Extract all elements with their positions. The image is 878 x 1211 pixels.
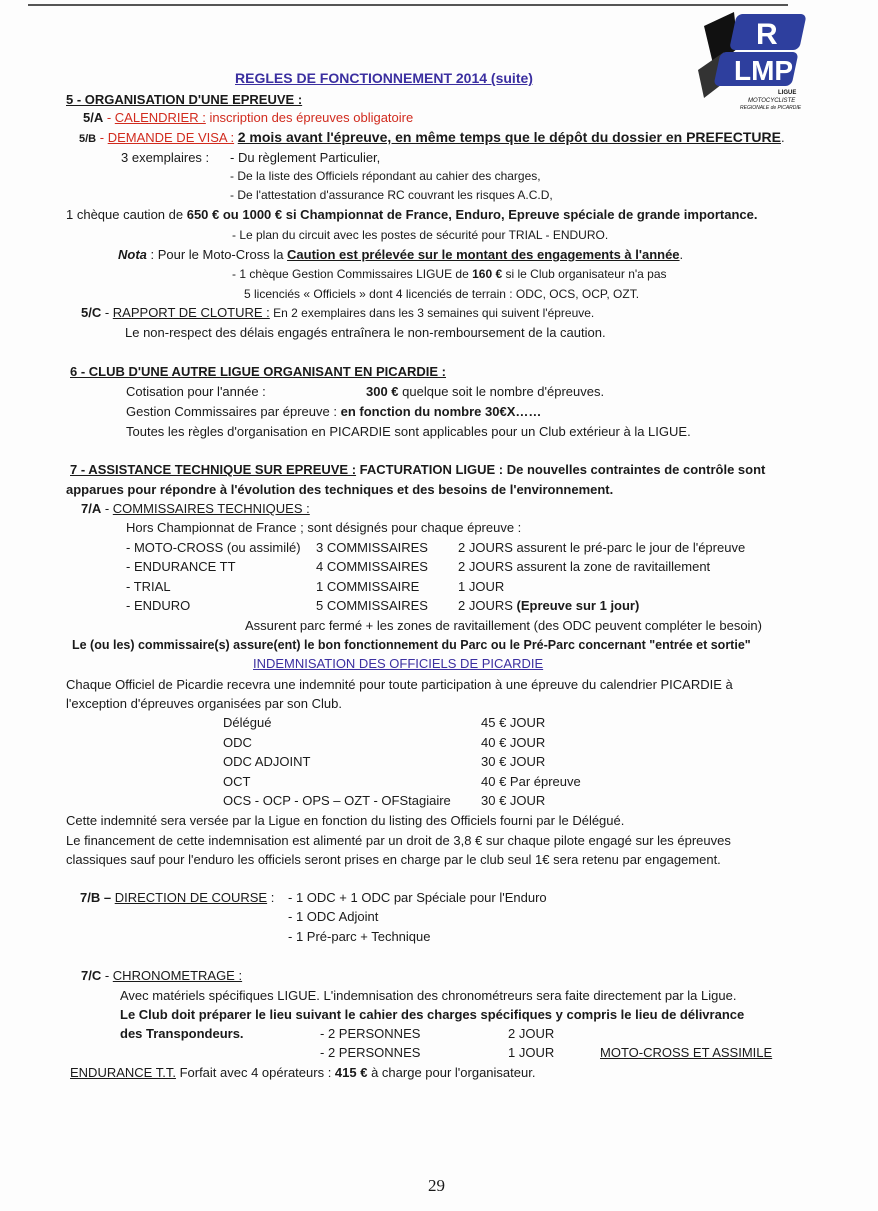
line-5a [83,110,413,126]
num-7c: 7/C [81,968,102,983]
logo-caption-3: REGIONALE de PICARDIE [740,105,802,111]
cheque-pre: 1 chèque caution de [66,207,187,222]
cotisation-label: Cotisation pour l'année : [126,384,266,399]
line-regles-applicables: Toutes les règles d'organisation en PICARDIE sont applicables pour un Club extérieur à la LIGUE. [126,424,691,439]
sep-7c: - [101,968,113,983]
line-7c [81,968,242,984]
gestion-label: Gestion Commissaires par épreuve : [126,404,341,419]
num-7a: 7/A [81,501,102,516]
sep-7a: - [101,501,113,516]
fee-role: ODC [223,735,252,750]
fee-role: Délégué [223,715,272,730]
endurance-amount: 415 € [334,1065,368,1080]
nota-caution: Caution est prélevée sur le montant des engagements à l'année [287,247,680,262]
row-count: 5 COMMISSAIRES [316,598,428,613]
line-club-preparer: Le Club doit préparer le lieu suivant le cahier des charges spécifiques y compris le lieu de délivrance [120,1007,745,1022]
fee-row [223,735,545,751]
table-row [126,598,639,614]
fee-role: OCT [223,774,251,789]
endurance-post: à charge pour l'organisateur. [367,1065,536,1080]
gestion-value: en fonction du nombre 30€X…… [340,404,542,419]
line-financement-1: Le financement de cette indemnisation est alimenté par un droit de 3,8 € sur chaque pilote engagé sur les épreuves [66,833,731,848]
end-5b: . [781,130,785,145]
fee-amount: 40 € Par épreuve [481,774,581,789]
fee-role: ODC ADJOINT [223,754,311,769]
line-non-respect: Le non-respect des délais engagés entraînera le non-remboursement de la caution. [125,325,606,340]
endurance-tt-label: ENDURANCE T.T. [70,1065,176,1080]
gest-pre: - 1 chèque Gestion Commissaires LIGUE de [232,267,473,281]
line-materiels-ligue: Avec matériels spécifiques LIGUE. L'indemnisation des chronométreurs sera faite directement par la Ligue. [120,988,737,1003]
line-7b [80,890,274,906]
line-gestion-par-epreuve [126,404,541,420]
cheque-amounts: 650 € ou 1000 € si Championnat de France, Enduro, Epreuve spéciale de grande importance. [186,207,758,222]
row-discipline: - ENDURANCE TT [126,559,236,574]
row-detail: 2 JOURS [458,598,517,613]
list-item-reglement: - Du règlement Particulier, [230,150,381,165]
row-discipline: - TRIAL [126,579,171,594]
sep-5a: - [103,110,115,125]
row-detail: 2 JOURS assurent la zone de ravitaillement [458,559,711,574]
logo-caption-2: MOTOCYCLISTE [748,98,796,104]
line-indemnite-versee: Cette indemnité sera versée par la Ligue en fonction du listing des Officiels fourni par le Délégué. [66,813,625,828]
label-calendrier: CALENDRIER : [114,110,206,125]
sep-5b: - [96,130,108,145]
text-rapport-cloture: En 2 exemplaires dans les 3 semaines qui suivent l'épreuve. [269,306,595,320]
chrono-moto-cross-label: MOTO-CROSS ET ASSIMILE [600,1045,773,1060]
line-cotisation [126,384,604,400]
line-licencies: 5 licenciés « Officiels » dont 4 licenciés de terrain : ODC, OCS, OCP, OZT. [244,287,640,301]
page-title: REGLES DE FONCTIONNEMENT 2014 (suite) [235,70,533,86]
line-parc-ferme: Assurent parc fermé + les zones de ravitaillement (des ODC peuvent compléter le besoin) [245,618,762,633]
section-7-heading-line2: apparues pour répondre à l'évolution des techniques et des besoins de l'environnement. [66,482,614,497]
fee-row [223,754,545,770]
text-demande-visa: 2 mois avant l'épreuve, en même temps que le dépôt du dossier en PREFECTURE [237,129,781,145]
line-nota [118,247,683,263]
colon-7b: : [267,890,275,905]
row-discipline: - MOTO-CROSS (ou assimilé) [126,540,301,555]
table-row [126,540,745,556]
list-item-assurance: - De l'attestation d'assurance RC couvrant les risques A.C.D, [230,188,553,202]
fee-row [223,793,545,809]
line-7a [81,501,310,517]
list-item-direction: - 1 Pré-parc + Technique [288,929,431,944]
fee-amount: 30 € JOUR [481,754,546,769]
logo-caption-1: LIGUE [778,90,797,96]
chrono-persons-1: - 2 PERSONNES [320,1026,421,1041]
num-5b: 5/B [79,133,97,145]
row-detail: 1 JOUR [458,579,505,594]
row-discipline: - ENDURO [126,598,191,613]
label-commissaires-techniques: COMMISSAIRES TECHNIQUES : [112,501,310,516]
cotisation-amount: 300 € [366,384,399,399]
row-count: 3 COMMISSAIRES [316,540,428,555]
svg-text:R: R [756,18,778,51]
label-direction-course: DIRECTION DE COURSE [114,890,268,905]
line-endurance-tt [70,1065,535,1081]
num-5c: 5/C [81,305,102,320]
copies-label: 3 exemplaires : [121,150,210,165]
line-cheque-caution [66,207,757,223]
sep-5c: - [101,305,113,320]
fee-amount: 45 € JOUR [481,715,546,730]
table-row [126,559,710,575]
fee-amount: 40 € JOUR [481,735,546,750]
endurance-pre: Forfait avec 4 opérateurs : [175,1065,335,1080]
indemnisation-title: INDEMNISATION DES OFFICIELS DE PICARDIE [253,656,544,671]
top-border-line [28,4,788,6]
page-number: 29 [428,1176,445,1195]
league-logo [694,8,824,112]
nota-end: . [679,247,684,262]
chrono-days-1: 2 JOUR [508,1026,555,1041]
list-item-plan-circuit: - Le plan du circuit avec les postes de sécurité pour TRIAL - ENDURO. [232,228,609,242]
indemnisation-paragraph-2: l'exception d'épreuves organisées par son Club. [66,696,342,711]
logo-graphic [694,8,824,112]
line-chrono-moto-cross [320,1045,772,1061]
chrono-days-2: 1 JOUR [508,1045,555,1060]
label-demande-visa: DEMANDE DE VISA : [107,130,235,145]
line-hors-championnat: Hors Championnat de France ; sont désignés pour chaque épreuve : [126,520,522,535]
fee-amount: 30 € JOUR [481,793,546,808]
line-gestion-commissaires [232,266,667,282]
gest-post: si le Club organisateur n'a pas [502,267,667,281]
fee-row [223,774,581,790]
label-chronometrage: CHRONOMETRAGE : [112,968,243,983]
num-5a: 5/A [83,110,104,125]
transpondeurs-label: des Transpondeurs. [120,1026,244,1041]
section-5-heading: 5 - ORGANISATION D'UNE EPREUVE : [66,92,303,107]
label-rapport-cloture: RAPPORT DE CLOTURE : [112,305,270,320]
table-row [126,579,504,595]
section-7-heading [70,462,765,478]
list-item-direction: - 1 ODC + 1 ODC par Spéciale pour l'Enduro [288,890,547,905]
line-transpondeurs [120,1026,554,1042]
gest-amount: 160 € [472,267,503,281]
list-item-direction: - 1 ODC Adjoint [288,909,379,924]
line-commissaires-fonctionnement: Le (ou les) commissaire(s) assure(ent) le bon fonctionnement du Parc ou le Pré-Parc concernant "entrée et sortie" [72,638,751,652]
section-6-heading: 6 - CLUB D'UNE AUTRE LIGUE ORGANISANT EN PICARDIE : [70,364,447,379]
num-7b: 7/B – [80,890,112,905]
row-detail: 2 JOURS assurent le pré-parc le jour de l'épreuve [458,540,746,555]
list-item-officiels: - De la liste des Officiels répondant au cahier des charges, [230,169,541,183]
row-detail-bold: (Epreuve sur 1 jour) [516,598,640,613]
chrono-persons-2: - 2 PERSONNES [320,1045,421,1060]
row-count: 1 COMMISSAIRE [316,579,420,594]
svg-text:LMP: LMP [734,55,794,86]
section-7-title: 7 - ASSISTANCE TECHNIQUE SUR EPREUVE : [70,462,357,477]
fee-role: OCS - OCP - OPS – OZT - OFStagiaire [223,793,451,808]
fee-row [223,715,545,731]
row-count: 4 COMMISSAIRES [316,559,428,574]
section-7-facturation: FACTURATION LIGUE : De nouvelles contraintes de contrôle sont [356,462,766,477]
line-5b [79,129,785,147]
nota-label: Nota [118,247,147,262]
nota-pre: : Pour le Moto-Cross la [146,247,288,262]
line-financement-2: classiques sauf pour l'enduro les officiels seront prises en charge par le club seul 1€ sera retenu par engagement. [66,852,721,867]
cotisation-post: quelque soit le nombre d'épreuves. [398,384,605,399]
indemnisation-paragraph-1: Chaque Officiel de Picardie recevra une indemnité pour toute participation à une épreuve du calendrier PICARDIE à [66,677,733,692]
line-5c [81,305,594,321]
text-calendrier: inscription des épreuves obligatoire [205,110,414,125]
